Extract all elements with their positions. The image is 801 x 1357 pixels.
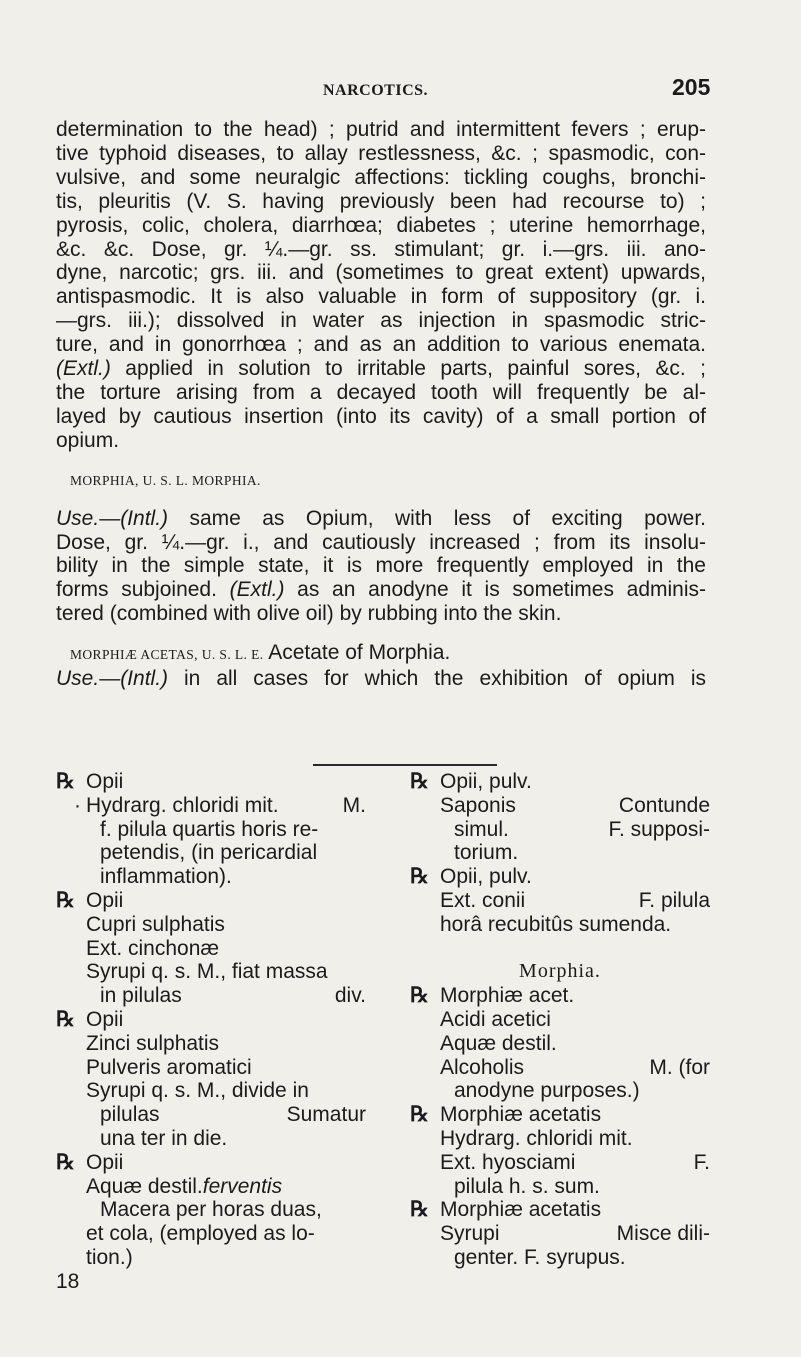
prescriptions-left: [56, 770, 366, 1294]
directive: pilula h. s. sum.: [454, 1174, 600, 1198]
acetas-heading-title: Acetate of Morphia.: [268, 641, 451, 665]
directive: in pilulas: [100, 984, 182, 1008]
directive: torium.: [454, 841, 519, 865]
directive: inflammation).: [100, 865, 232, 889]
directive: tion.): [86, 1245, 133, 1269]
directive: petendis, (in pericardial: [100, 841, 318, 865]
directive: div.: [334, 984, 366, 1008]
prescription-line: [410, 1198, 710, 1222]
directive: F. pilula: [638, 888, 710, 912]
prescription-line: [410, 1056, 710, 1080]
prescription-line: [410, 770, 710, 794]
use-label: Use.: [56, 506, 100, 530]
ingredient: Zinci sulphatis: [86, 1031, 220, 1055]
prescriptions-right: [410, 770, 710, 1270]
text-span: forms subjoined.: [56, 578, 230, 602]
text-line: the torture arising from a decayed tooth will frequently be al-: [56, 380, 706, 404]
intl-term: (Intl.): [120, 667, 169, 691]
rx-icon: ℞: [56, 769, 75, 793]
prescription-line: [56, 1151, 366, 1175]
ingredient: Saponis: [440, 793, 516, 817]
text-line: tered (combined with olive oil) by rubbing into the skin.: [56, 602, 562, 626]
text-line: tive typhoid diseases, to allay restlessness, &c. ; spasmodic, con-: [56, 141, 706, 165]
directive: F. supposi-: [608, 817, 710, 841]
ingredient: Opii: [86, 1007, 124, 1031]
ingredient: Acidi acetici: [440, 1007, 551, 1031]
ingredient: Syrupi: [440, 1222, 500, 1246]
prescription-line: [56, 984, 366, 1008]
rx-icon: ℞: [56, 887, 75, 912]
text-line: Use.—(Intl.) in all cases for which the exhibition of opium is: [56, 667, 706, 691]
ingredient: Morphiæ acetatis: [440, 1103, 602, 1127]
prescription-line: [410, 818, 710, 842]
text-line: [56, 357, 706, 381]
acetas-heading-sc: MORPHIÆ ACETAS, U. S. L. E.: [70, 647, 264, 663]
running-title: NARCOTICS.: [323, 82, 429, 99]
text-line: Dose, gr. ¼.—gr. i., and cautiously increased ; from its insolu-: [56, 530, 706, 554]
prescription-line: [56, 1103, 366, 1127]
ingredient: Opii, pulv.: [440, 865, 532, 889]
directive: f. pilula quartis horis re-: [100, 817, 319, 841]
directive: Macera per horas duas,: [100, 1198, 322, 1222]
text-line: layed by cautious insertion (into its cavity) of a small portion of: [56, 404, 706, 428]
extl-term: (Extl.): [229, 578, 285, 602]
morphia-heading: [56, 467, 706, 493]
rx-icon: ℞: [56, 1149, 75, 1174]
rx-icon: ℞: [410, 1102, 429, 1127]
directive: genter. F. syrupus.: [454, 1245, 626, 1269]
prescription-line: [56, 1008, 366, 1032]
ingredient: Opii: [86, 1150, 124, 1174]
prescription-line: [56, 770, 366, 794]
prescription-line: [410, 865, 710, 889]
morphia-heading-text: MORPHIA, U. S. L. MORPHIA.: [70, 472, 261, 488]
text-line: pyrosis, colic, cholera, diarrhœa; diabetes ; uterine hemorrhage,: [56, 213, 706, 237]
directive: M.: [342, 793, 366, 817]
extl-term: (Extl.): [56, 357, 111, 381]
rx-icon: ℞: [56, 1006, 75, 1031]
rx-icon: ℞: [410, 864, 429, 889]
rx-icon: ℞: [410, 983, 429, 1008]
directive: horâ recubitûs sumenda.: [440, 912, 672, 936]
rx-icon: ℞: [410, 769, 429, 793]
text-span: same as Opium, with less of exciting power.: [168, 506, 706, 530]
rx-icon: ℞: [410, 1197, 429, 1222]
ingredient: Morphiæ acet.: [440, 984, 575, 1008]
intl-term: (Intl.): [120, 506, 169, 530]
ingredient: Alcoholis: [440, 1055, 525, 1079]
use-label: Use.: [56, 667, 100, 691]
directive: una ter in die.: [100, 1126, 228, 1150]
text-line: determination to the head) ; putrid and intermittent fevers ; erup-: [56, 118, 706, 141]
text-line: —grs. iii.); dissolved in water as injection in spasmodic stric-: [56, 309, 706, 333]
page-number: 205: [672, 74, 711, 100]
ingredient: Ext. cinchonæ: [86, 936, 220, 960]
directive: anodyne purposes.): [454, 1079, 640, 1103]
text-line: [56, 578, 706, 602]
text-line: bility in the simple state, it is more frequently employed in the: [56, 554, 706, 578]
ingredient: Pulveris aromatici: [86, 1055, 252, 1079]
ingredient: Hydrarg. chloridi mit.: [86, 793, 279, 817]
directive: simul.: [454, 817, 509, 841]
directive: Sumatur: [286, 1103, 366, 1127]
ingredient: Opii: [86, 770, 124, 793]
directive: et cola, (employed as lo-: [86, 1222, 315, 1246]
directive: M. (for: [649, 1055, 710, 1079]
prescription-line: [410, 1151, 710, 1175]
ingredient: Ext. conii: [440, 888, 526, 912]
ingredient: Ext. hyosciami: [440, 1150, 576, 1174]
directive: F.: [693, 1150, 710, 1174]
ingredient: Opii: [86, 888, 124, 912]
prescription-line: [410, 1222, 710, 1246]
directive: Contunde: [618, 793, 710, 817]
body-text: [56, 118, 706, 691]
ingredient: Aquæ destil.: [86, 1174, 203, 1198]
ingredient: Opii, pulv.: [440, 770, 532, 793]
prescription-line: [410, 1103, 710, 1127]
text-line: vulsive, and some neuralgic affections: tickling coughs, bronchi-: [56, 165, 706, 189]
prescription-line: [56, 794, 366, 818]
directive: Syrupi q. s. M., divide in: [86, 1079, 309, 1103]
signature-mark: 18: [56, 1269, 80, 1293]
text-line: &c. &c. Dose, gr. ¼.—gr. ss. stimulant; gr. i.—grs. iii. ano-: [56, 237, 706, 261]
ingredient-qualifier: ferventis: [202, 1174, 283, 1198]
ingredient: Cupri sulphatis: [86, 912, 225, 936]
prescription-line: [56, 889, 366, 913]
text-line: antispasmodic. It is also valuable in form of suppository (gr. i.: [56, 285, 706, 309]
morphia-section-title: Morphia.: [519, 960, 601, 983]
directive: pilulas: [100, 1103, 160, 1127]
text-line: tis, pleuritis (V. S. having previously been had recourse to) ;: [56, 189, 706, 213]
directive: Misce dili-: [616, 1222, 710, 1246]
text-span: in all cases for which the exhibition of opium is: [168, 667, 706, 691]
ingredient: Morphiæ acetatis: [440, 1198, 602, 1222]
page-header: [0, 72, 801, 112]
ingredient: Hydrarg. chloridi mit.: [440, 1126, 633, 1150]
prescription-line: [410, 794, 710, 818]
prescription-line: [56, 1175, 366, 1199]
prescription-line: [410, 984, 710, 1008]
bullet-mark: ·: [74, 793, 81, 817]
text-line: ture, and in gonorrhœa ; and as an addition to various enemata.: [56, 333, 706, 357]
acetas-heading: [56, 641, 706, 667]
prescription-line: [410, 889, 710, 913]
ingredient: Aquæ destil.: [440, 1031, 557, 1055]
divider-rule: [313, 764, 497, 766]
text-span: as an anodyne it is sometimes adminis-: [284, 578, 706, 602]
directive: Syrupi q. s. M., fiat massa: [86, 960, 328, 984]
text-line: dyne, narcotic; grs. iii. and (sometimes to great extent) upwards,: [56, 261, 706, 285]
text-span: applied in solution to irritable parts, painful sores, &c. ;: [110, 357, 706, 381]
text-line: Use.—(Intl.) same as Opium, with less of exciting power.: [56, 506, 706, 530]
text-line: opium.: [56, 428, 120, 452]
